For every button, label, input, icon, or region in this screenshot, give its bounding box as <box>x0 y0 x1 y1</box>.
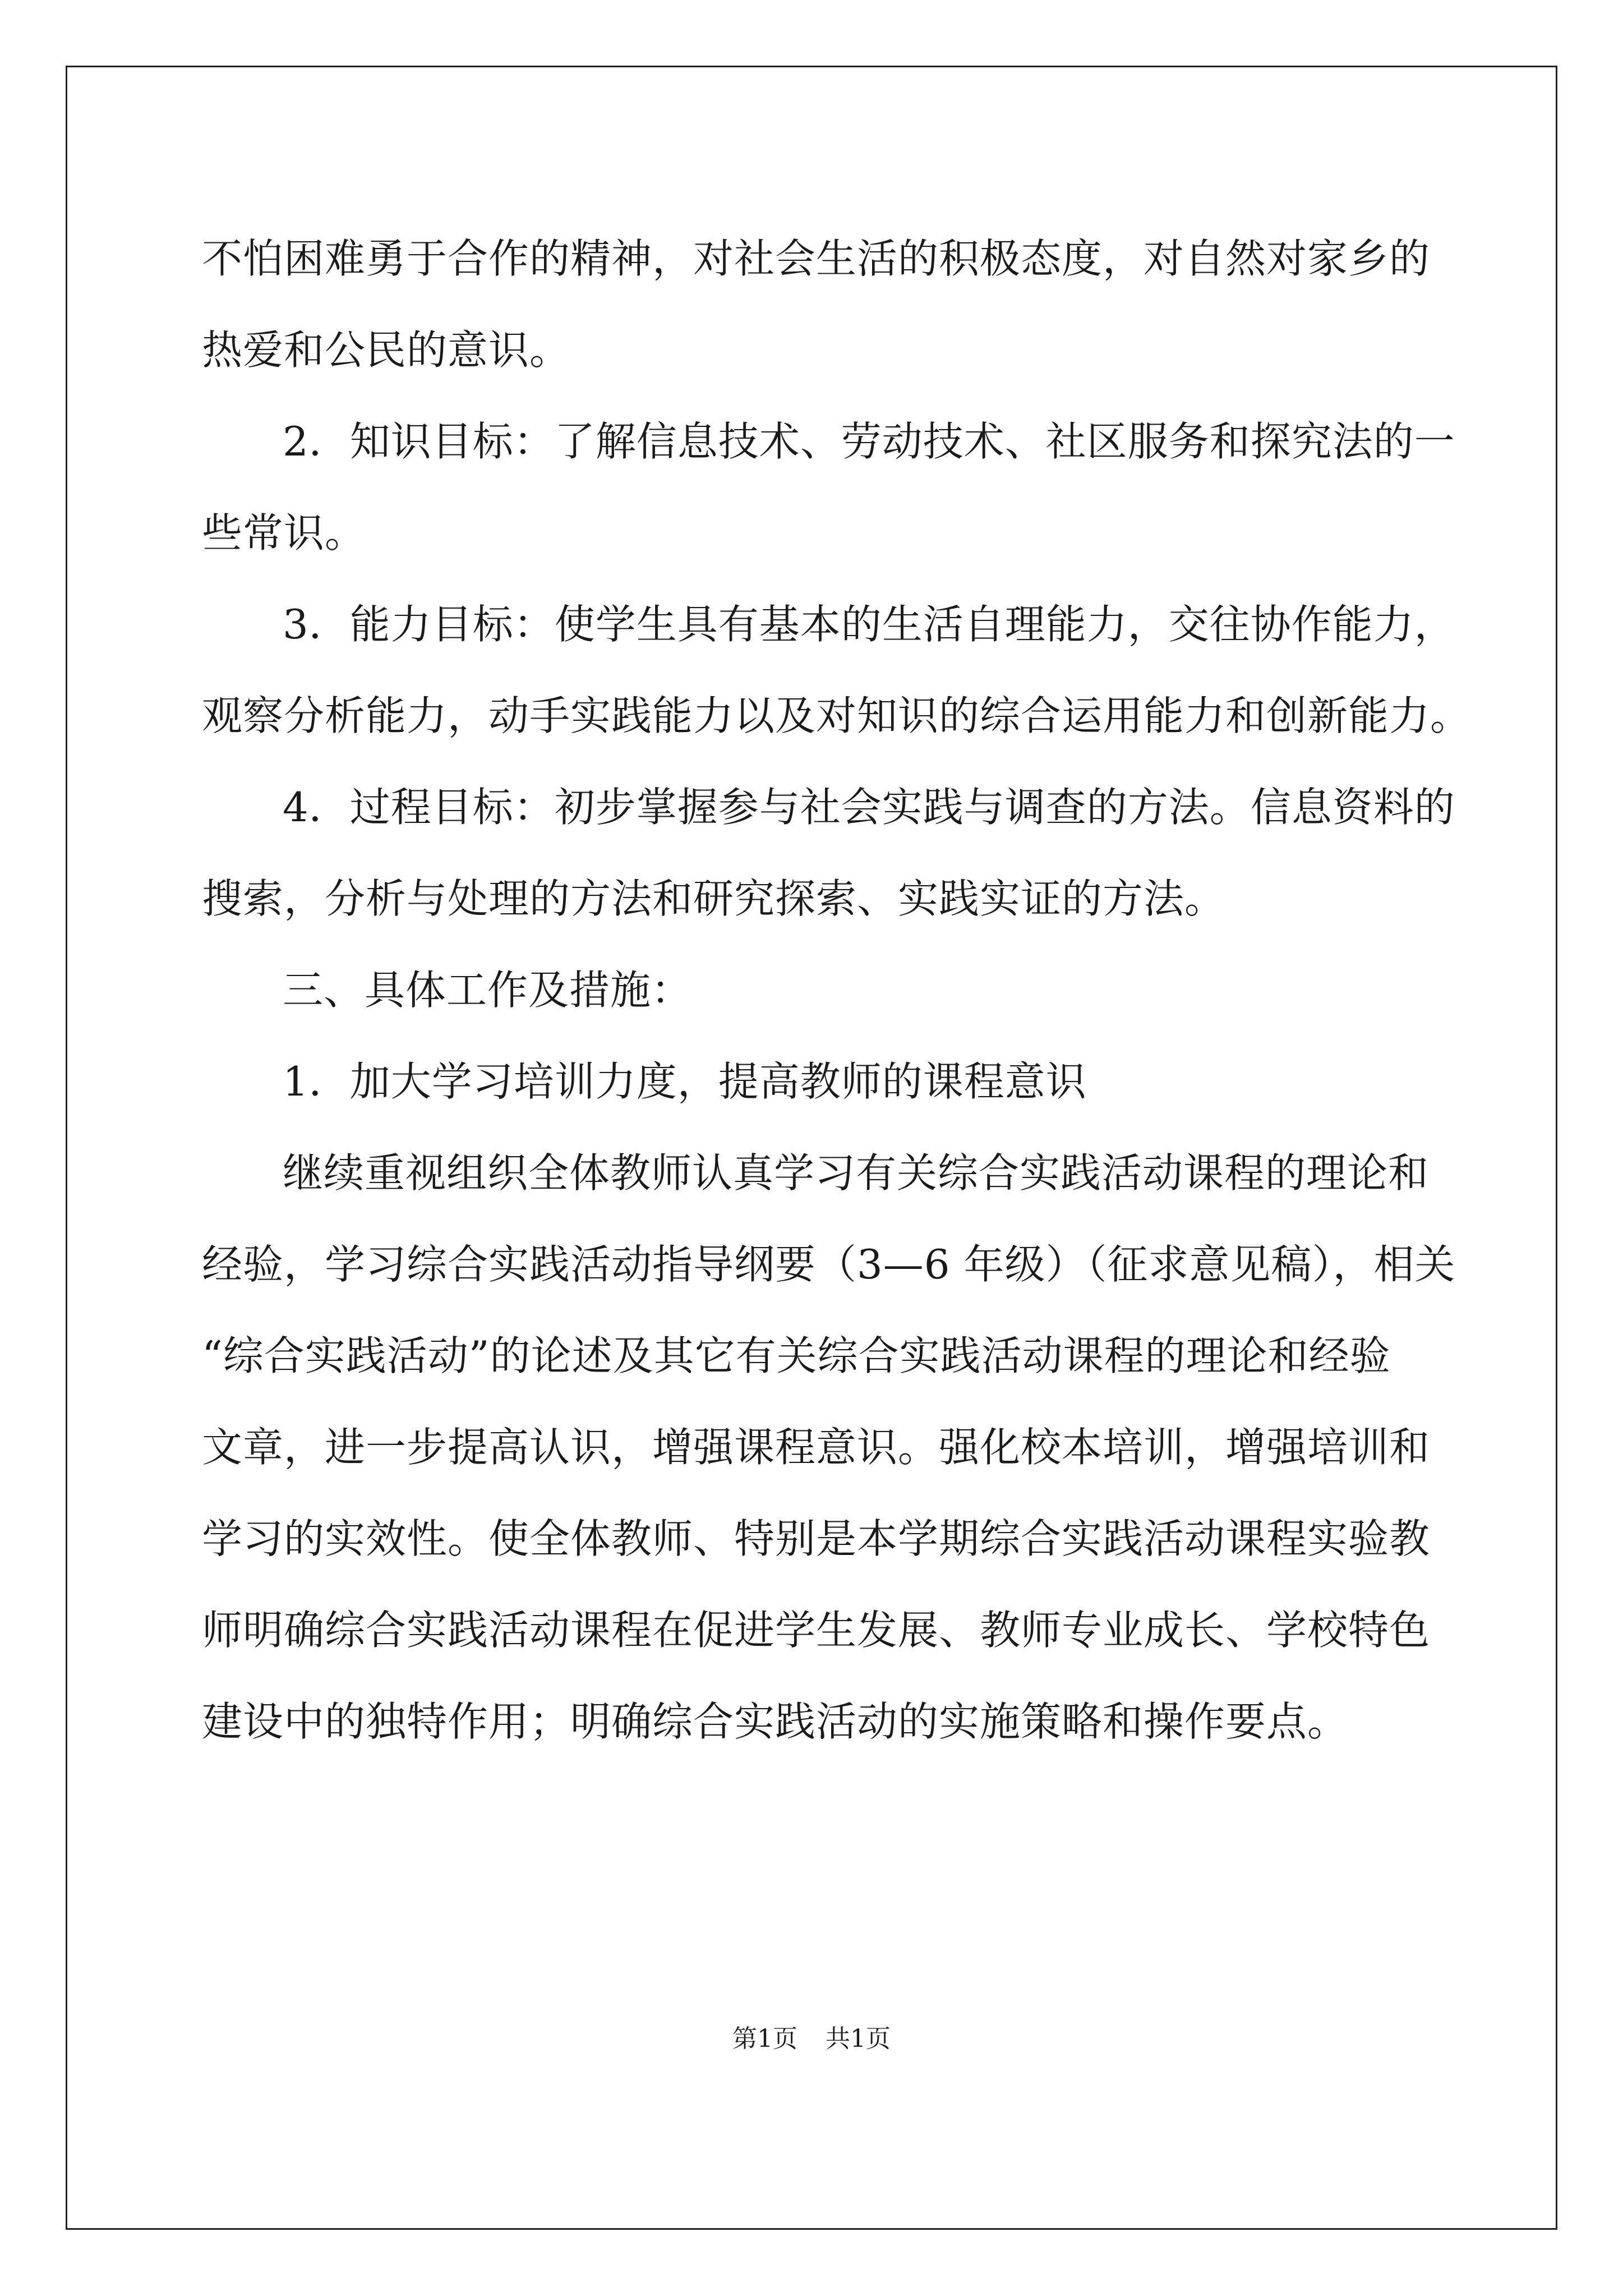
text-line: 4．过程目标：初步掌握参与社会实践与调查的方法。信息资料的 <box>283 784 1455 831</box>
page-footer <box>0 2018 1623 2054</box>
text-line: 建设中的独特作用；明确综合实践活动的实施策略和操作要点。 <box>202 1698 1349 1745</box>
text-line: 观察分析能力，动手实践能力以及对知识的综合运用能力和创新能力。 <box>202 692 1472 739</box>
text-line: 继续重视组织全体教师认真学习有关综合实践活动课程的理论和 <box>283 1149 1430 1197</box>
text-line: 2．知识目标：了解信息技术、劳动技术、社区服务和探究法的一 <box>283 418 1455 465</box>
subsection-heading: 1．加大学习培训力度，提高教师的课程意识 <box>283 1058 1087 1105</box>
text-line: 学习的实效性。使全体教师、特别是本学期综合实践活动课程实验教 <box>202 1515 1431 1562</box>
text-line: 搜索，分析与处理的方法和研究探索、实践实证的方法。 <box>202 875 1226 922</box>
text-line: 3．能力目标：使学生具有基本的生活自理能力，交往协作能力， <box>283 601 1455 648</box>
page-number-current: 第1页 <box>732 2024 797 2053</box>
text-line: 些常识。 <box>202 509 366 556</box>
document-body <box>202 213 1472 1768</box>
text-line: 文章，进一步提高认识，增强课程意识。强化校本培训，增强培训和 <box>202 1424 1431 1471</box>
text-line: “综合实践活动”的论述及其它有关综合实践活动课程的理论和经验 <box>202 1332 1391 1379</box>
text-line: 经验，学习综合实践活动指导纲要（3—6 年级）（征求意见稿），相关 <box>202 1241 1456 1288</box>
text-line: 不怕困难勇于合作的精神，对社会生活的积极态度，对自然对家乡的 <box>202 235 1431 282</box>
section-heading: 三、具体工作及措施： <box>283 967 693 1014</box>
page-number-total: 共1页 <box>826 2024 891 2053</box>
text-line: 热爱和公民的意识。 <box>202 326 571 374</box>
text-line: 师明确综合实践活动课程在促进学生发展、教师专业成长、学校特色 <box>202 1607 1431 1654</box>
